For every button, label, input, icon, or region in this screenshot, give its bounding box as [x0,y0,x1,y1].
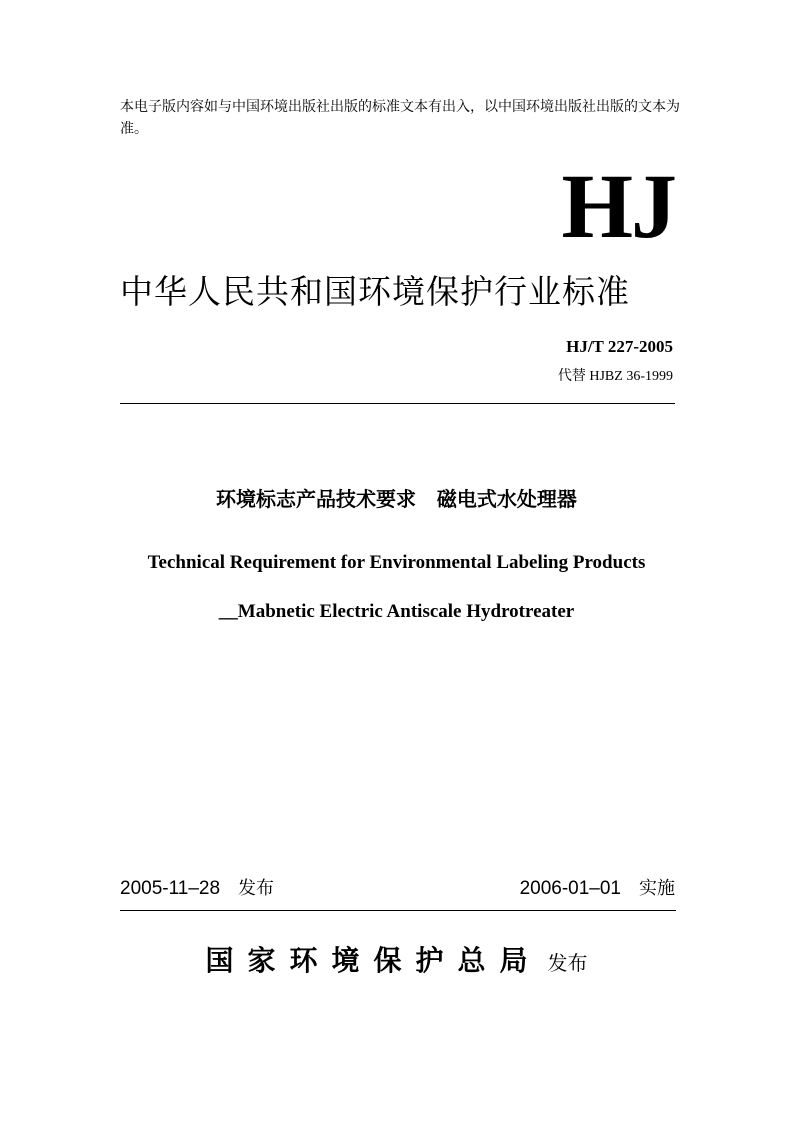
standard-category-title: 中华人民共和国环境保护行业标准 [120,272,630,311]
hj-logo: HJ [561,155,675,257]
issue-date: 2005-11–28 [120,878,221,899]
publisher-line [0,941,793,983]
replaces-standard: 代替 HJBZ 36-1999 [557,369,673,384]
implementation-label: 实施 [639,878,675,899]
publisher-organization: 国家环境保护总局 [205,944,542,977]
implementation-date-block [520,876,675,902]
issue-label: 发布 [238,878,275,899]
chinese-title: 环境标志产品技术要求 磁电式水处理器 [216,487,577,511]
issue-date-block [120,876,274,902]
disclaimer-notice: 本电子版内容如与中国环境出版社出版的标准文本有出入，以中国环境出版社出版的文本为准。 [120,99,680,137]
header-divider [120,403,675,404]
standard-number: HJ/T 227-2005 [566,337,673,356]
footer-divider [120,910,676,911]
english-title-line2: __Mabnetic Electric Antiscale Hydrotreater [218,601,575,622]
english-title-line1: Technical Requirement for Environmental Labeling Products [147,552,646,573]
publisher-label: 发布 [547,951,588,975]
implementation-date: 2006-01–01 [519,878,621,899]
